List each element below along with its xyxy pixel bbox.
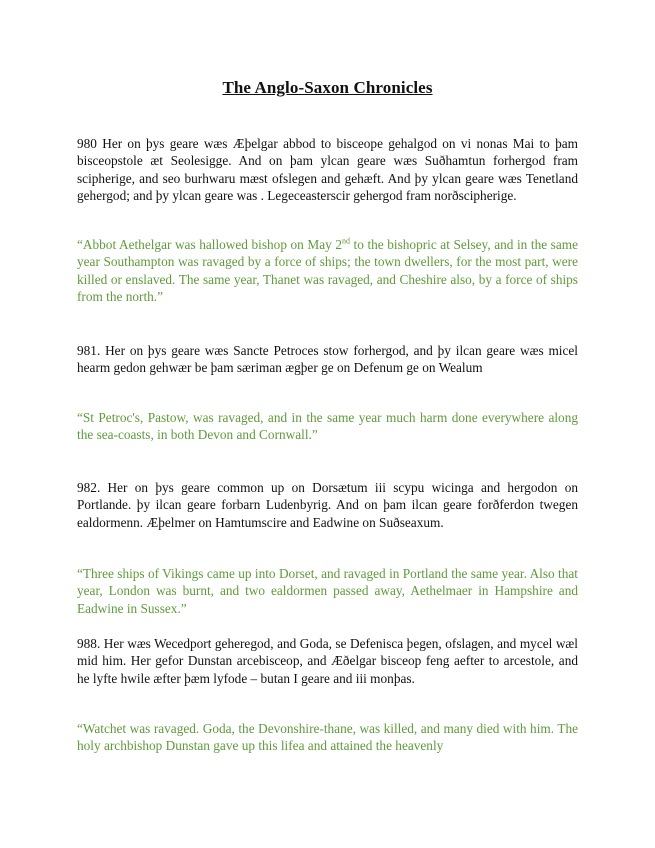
entry-982-translation: “Three ships of Vikings came up into Dorset, and ravaged in Portland the same year. Also that year, London was burnt, and two ealdormen passed away, Aethelmaer in Hampshire and Eadwine in Sussex.” [77, 566, 578, 616]
entry-988-translation: “Watchet was ravaged. Goda, the Devonshire-thane, was killed, and many died with him. The holy archbishop Dunstan gave up this lifea and attained the heavenly [77, 721, 578, 754]
entry-980-old-english: 980 Her on þys geare wæs Æþelgar abbod to bisceope gehalgod on vi nonas Mai to þam bisceopstole æt Seolesigge. And on þam ylcan geare wæs Suðhamtun forhergod fram scipherige, and seo burhwaru mæst ofslegen and gehæft. And þy ylcan geare wæs Tenetland gehergod; and þy ylcan geare was . Legeceasterscir gehergod fram norðscipherige. [77, 136, 578, 204]
entry-981-translation: “St Petroc's, Pastow, was ravaged, and in the same year much harm done everywhere along the sea-coasts, in both Devon and Cornwall.” [77, 410, 578, 443]
document-title: The Anglo-Saxon Chronicles [222, 78, 433, 97]
entry-988-old-english: 988. Her wæs Wecedport geheregod, and Goda, se Defenisca þegen, ofslagen, and mycel wæl mid him. Her gefor Dunstan arcebisceop, and Æðelgar bisceop feng aefter to arcestole, and he lyfte hwile æfter þæm lyfode – butan I geare and iii monþas. [77, 636, 578, 686]
ordinal-suffix: nd [341, 236, 350, 246]
entry-981-old-english: 981. Her on þys geare wæs Sancte Petroces stow forhergod, and þy ilcan geare wæs micel hearm gedon gehwær be þam særiman ægþer ge on Defenum ge on Wealum [77, 343, 578, 376]
entry-980-translation [77, 236, 578, 306]
entry-982-old-english: 982. Her on þys geare common up on Dorsætum iii scypu wicinga and hergodon on Portlande. þy ilcan geare forbarn Ludenbyrig. And on þam ilcan geare forðferdon twegen ealdormenn. Æþelmer on Hamtumscire and Eadwine on Suðseaxum. [77, 480, 578, 530]
translation-text: to the bishopric at Selsey, and in the same year Southampton was ravaged by a force of ships; the town dwellers, for the most part, were killed or enslaved. The same year, Thanet was ravaged, and Cheshire also, by a force of ships from the north.” [77, 237, 579, 305]
translation-text: “Abbot Aethelgar was hallowed bishop on May 2 [77, 237, 342, 252]
